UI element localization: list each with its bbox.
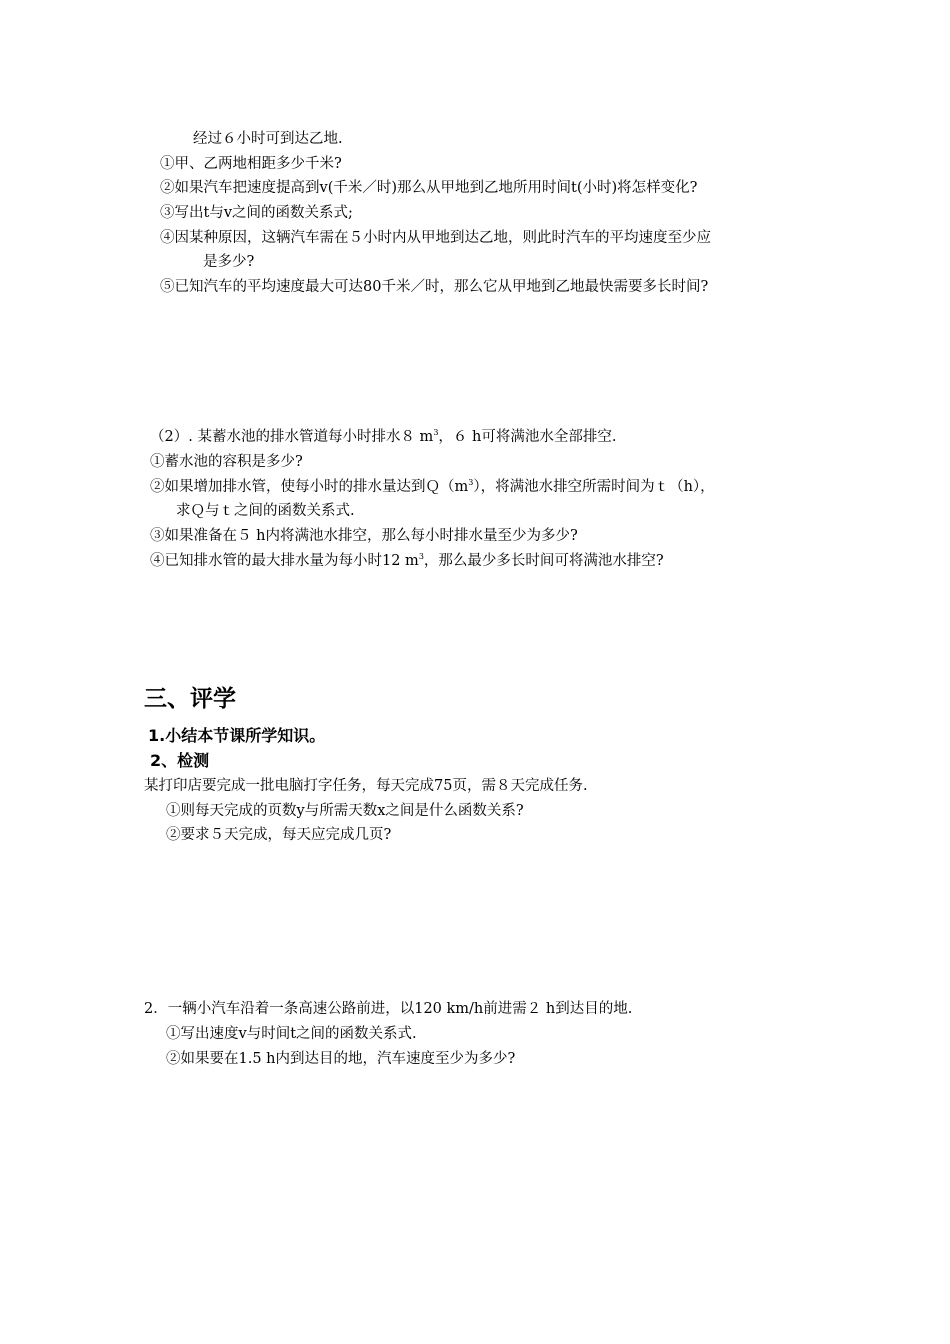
problem1-question-1: ①甲、乙两地相距多少千米?	[160, 156, 342, 172]
problem2-question-3: ③如果准备在５ h内将满池水排空，那么每小时排水量至少为多少?	[150, 528, 578, 544]
test2-question-2: ②如果要在1.5 h内到达目的地，汽车速度至少为多少?	[166, 1051, 516, 1067]
problem1-question-2: ②如果汽车把速度提高到v(千米／时)那么从甲地到乙地所用时间t(小时)将怎样变化?	[160, 180, 698, 196]
problem1-question-3: ③写出t与v之间的函数关系式;	[160, 205, 353, 221]
problem2-intro	[150, 427, 616, 447]
problem2-question-2-superscript: 3	[468, 478, 474, 488]
problem2-question-2-text-end: ），将满池水排空所需时间为ｔ（h），	[473, 479, 715, 495]
problem2-question-2	[150, 477, 715, 497]
problem2-question-1: ①蓄水池的容积是多少?	[150, 454, 303, 470]
summary-item-heading: 1.小结本节课所学知识。	[148, 726, 326, 745]
problem2-question-4-text-end: ，那么最少多长时间可将满池水排空?	[423, 553, 664, 569]
test1-question-1: ①则每天完成的页数y与所需天数x之间是什么函数关系?	[166, 803, 524, 819]
test-heading: 2、检测	[150, 751, 210, 770]
section-heading-evaluation: 三、评学	[144, 686, 236, 712]
problem1-question-4-continued: 是多少?	[203, 254, 255, 270]
problem1-intro-tail: 经过６小时可到达乙地.	[193, 131, 343, 147]
problem1-question-4: ④因某种原因，这辆汽车需在５小时内从甲地到达乙地，则此时汽车的平均速度至少应	[160, 230, 711, 246]
problem2-intro-text: （2）. 某蓄水池的排水管道每小时排水８ m	[150, 429, 434, 445]
test2-intro: 2．一辆小汽车沿着一条高速公路前进，以120 km/h前进需２ h到达目的地.	[144, 1001, 633, 1017]
test1-question-2: ②要求５天完成，每天应完成几页?	[166, 827, 392, 843]
problem2-question-4-text: ④已知排水管的最大排水量为每小时12 m	[150, 553, 419, 569]
test1-intro: 某打印店要完成一批电脑打字任务，每天完成75页，需８天完成任务.	[144, 778, 588, 794]
problem2-question-2-continued: 求Ｑ与ｔ之间的函数关系式.	[176, 503, 355, 519]
problem2-question-4	[150, 551, 664, 571]
problem2-question-4-superscript: 3	[418, 552, 424, 562]
problem1-question-5: ⑤已知汽车的平均速度最大可达80千米／时，那么它从甲地到乙地最快需要多长时间?	[160, 279, 709, 295]
problem2-question-2-text: ②如果增加排水管，使每小时的排水量达到Ｑ（m	[150, 479, 469, 495]
problem2-intro-text-end: ，６ h可将满池水全部排空.	[438, 429, 617, 445]
problem2-intro-superscript: 3	[433, 428, 439, 438]
test2-question-1: ①写出速度v与时间t之间的函数关系式.	[166, 1026, 417, 1042]
